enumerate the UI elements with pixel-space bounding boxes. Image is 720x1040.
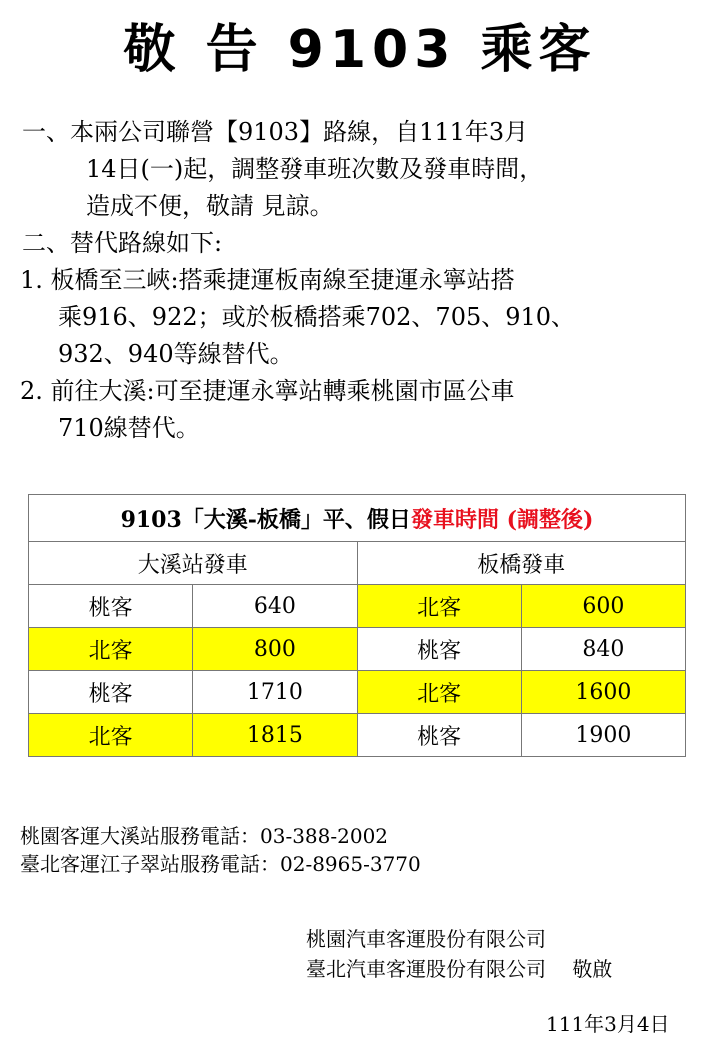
banqiao-operator: 桃客 [357, 714, 521, 757]
daxi-operator: 北客 [29, 628, 193, 671]
banqiao-time: 1600 [521, 671, 685, 714]
banqiao-time: 1900 [521, 714, 685, 757]
alt-route1-line3: 932、940等線替代。 [58, 340, 294, 368]
phone-taipei-jiangzicui: 臺北客運江子翠站服務電話：02-8965-3770 [20, 852, 421, 876]
alt-route1-line1: 1. 板橋至三峽:搭乘捷運板南線至捷運永寧站搭 [20, 266, 515, 294]
table-row [29, 671, 686, 714]
schedule-heading [29, 495, 686, 542]
banqiao-time: 840 [521, 628, 685, 671]
daxi-operator: 桃客 [29, 585, 193, 628]
alt-route2-line2: 710線替代。 [58, 414, 200, 442]
signature [306, 924, 612, 984]
notice-item1-line2: 14日(一)起，調整發車班次數及發車時間， [86, 155, 544, 183]
schedule-heading-times: 發車時間 (調整後) [410, 506, 594, 533]
notice-item1-line1: 一、本兩公司聯營【9103】路線，自111年3月 [22, 118, 529, 146]
table-row [29, 714, 686, 757]
schedule-heading-route: 9103「大溪-板橋」平、假日 [120, 506, 411, 533]
table-row [29, 585, 686, 628]
banqiao-operator: 桃客 [357, 628, 521, 671]
notice-date: 111年3月4日 [546, 1012, 670, 1036]
notice-item2-heading: 二、替代路線如下: [22, 229, 223, 257]
notice-section [22, 114, 702, 447]
banqiao-operator: 北客 [357, 671, 521, 714]
daxi-time: 1815 [193, 714, 357, 757]
daxi-time: 1710 [193, 671, 357, 714]
daxi-operator: 桃客 [29, 671, 193, 714]
page-title: 敬 告 9103 乘客 [123, 20, 597, 80]
banqiao-operator: 北客 [357, 585, 521, 628]
table-row [29, 628, 686, 671]
daxi-time: 640 [193, 585, 357, 628]
alt-route1-line2: 乘916、922；或於板橋搭乘702、705、910、 [58, 303, 576, 331]
schedule-table [28, 494, 686, 757]
daxi-operator: 北客 [29, 714, 193, 757]
departures-daxi-header: 大溪站發車 [29, 542, 358, 585]
notice-item1-line3: 造成不便，敬請 見諒。 [86, 192, 334, 220]
banqiao-time: 600 [521, 585, 685, 628]
phone-taoyuan-daxi: 桃園客運大溪站服務電話：03-388-2002 [20, 824, 389, 848]
contact-phones [20, 822, 421, 878]
company-taoyuan: 桃園汽車客運股份有限公司 [306, 927, 546, 951]
alt-route2-line1: 2. 前往大溪:可至捷運永寧站轉乘桃園市區公車 [20, 377, 515, 405]
daxi-time: 800 [193, 628, 357, 671]
company-taipei: 臺北汽車客運股份有限公司 敬啟 [306, 957, 613, 981]
departures-banqiao-header: 板橋發車 [357, 542, 686, 585]
